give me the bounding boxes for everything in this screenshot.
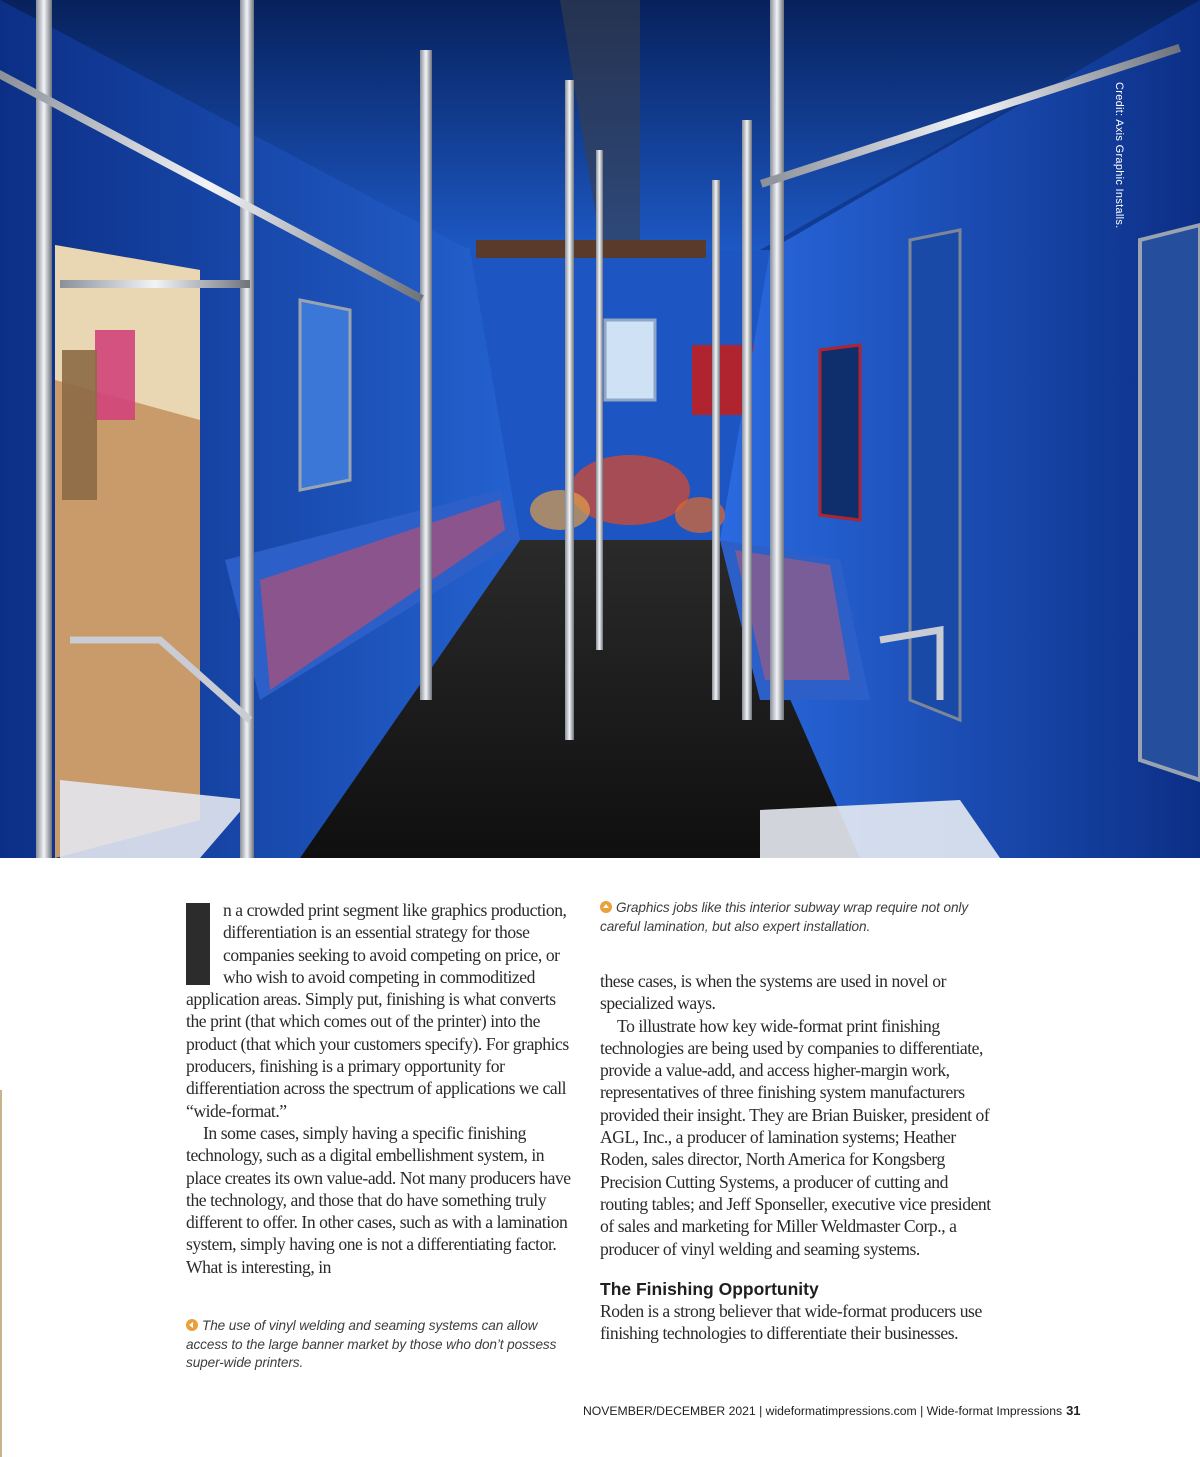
page-number: 31 [1066,1403,1081,1418]
caption-text: Graphics jobs like this interior subway wrap require not only careful lamination, but also expert installation. [600,900,969,934]
caption-vinyl-welding [186,1317,566,1373]
caption-text: The use of vinyl welding and seaming systems can allow access to the large banner market by those who don’t possess super-wide printers. [186,1318,557,1370]
article-left-column [186,899,578,1278]
caption-arrow-left-icon [186,1319,198,1331]
page-footer [583,1403,1103,1418]
caption-subway-wrap [600,899,992,936]
photo-credit: Credit: Axis Graphic Installs. [1113,82,1125,229]
caption-arrow-up-icon [600,901,612,913]
article-paragraph: n a crowded print segment like graphics production, differentiation is an essential strategy for those companies seeking to avoid competing on price, or who wish to avoid competing in commoditized application areas. Simply put, finishing is what converts the print (that which comes out of the printer) into the product (that which your customers specify). For graphics producers, finishing is a primary opportunity for differentiation across the spectrum of applications we call “wide-format.” [186,900,569,1121]
footer-publication-info: NOVEMBER/DECEMBER 2021 | wideformatimpressions.com | Wide-format Impressions [583,1404,1063,1418]
page-edge-divider [0,1090,2,1457]
article-paragraph: these cases, is when the systems are used in novel or specialized ways. [600,971,947,1014]
article-right-column [600,899,992,1345]
article-paragraph: To illustrate how key wide-format print finishing technologies are being used by companies to differentiate, provide a value-add, and access higher-margin work, representatives of three finishing system manufacturers provided their insight. They are Brian Buisker, president of AGL, Inc., a producer of lamination systems; Heather Roden, sales director, North America for Kongsberg Precision Cutting Systems, a producer of cutting and routing tables; and Jeff Sponseller, executive vice president of sales and marketing for Miller Weldmaster Corp., a producer of vinyl welding and seaming systems. [600,1015,991,1259]
drop-cap-letter [186,903,210,985]
section-heading: The Finishing Opportunity [600,1278,819,1299]
article-paragraph: In some cases, simply having a specific finishing technology, such as a digital embellishment system, in place creates its own value-add. Not many producers have the technology, and those that do have something truly different to offer. In other cases, such as with a lamination system, simply having one is not a differentiating factor. What is interesting, in [186,1122,571,1277]
article-paragraph: Roden is a strong believer that wide-format producers use finishing technologies to differentiate their businesses. [600,1301,982,1344]
